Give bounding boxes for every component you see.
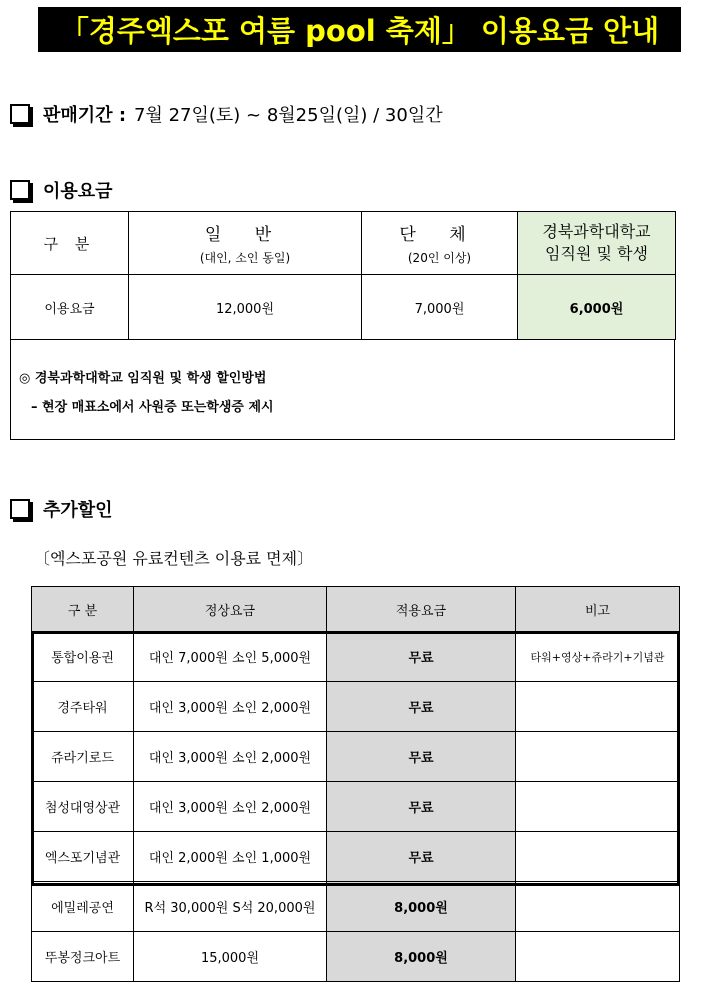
checkbox-icon [10,499,30,519]
row-regular: 대인 7,000원 소인 5,000원 [134,632,327,682]
table-row [32,882,680,932]
row-note [516,782,680,832]
pricing-general-value: 12,000원 [129,275,362,340]
row-applied: 8,000원 [327,882,516,932]
discount-note-title: ◎ 경북과학대학교 임직원 및 학생 할인방법 [19,371,267,386]
row-name: 쥬라기로드 [32,732,134,782]
discount-note-detail: – 현장 매표소에서 사원증 또는학생증 제시 [31,400,274,415]
pricing-title: 이용요금 [43,181,113,202]
row-name: 첨성대영상관 [32,782,134,832]
row-applied: 8,000원 [327,932,516,982]
table-row [32,782,680,832]
page-banner: 「경주엑스포 여름 pool 축제」 이용요금 안내 [38,7,681,52]
row-regular: 대인 3,000원 소인 2,000원 [134,682,327,732]
checkbox-icon [10,180,30,200]
row-note: 타워+영상+쥬라기+기념관 [516,632,680,682]
row-note [516,932,680,982]
row-applied: 무료 [327,682,516,732]
pricing-row-label: 이용요금 [11,275,129,340]
row-name: 경주타워 [32,682,134,732]
discount-subheading: 〔엑스포공원 유료컨텐츠 이용료 면제〕 [34,549,314,568]
pricing-group-value: 7,000원 [362,275,518,340]
row-note [516,732,680,782]
discount-table [31,586,680,982]
pricing-gb-value: 6,000원 [518,275,676,340]
sale-period-label: 판매기간 : [43,105,127,126]
discount-title: 추가할인 [43,500,113,521]
discount-note-box [10,339,675,440]
row-regular: 대인 3,000원 소인 2,000원 [134,732,327,782]
row-regular: 15,000원 [134,932,327,982]
pricing-header-category: 구 분 [11,212,129,275]
pricing-header-general: 일 반 (대인, 소인 동일) [129,212,362,275]
row-applied: 무료 [327,732,516,782]
pricing-header-group: 단 체 (20인 이상) [362,212,518,275]
row-regular: 대인 3,000원 소인 2,000원 [134,782,327,832]
checkbox-icon [10,104,30,124]
row-regular: R석 30,000원 S석 20,000원 [134,882,327,932]
discount-header-regular: 정상요금 [134,587,327,632]
row-name: 에밀레공연 [32,882,134,932]
row-name: 뚜봉정크아트 [32,932,134,982]
row-applied: 무료 [327,632,516,682]
discount-section-heading [10,496,113,522]
discount-header-note: 비고 [516,587,680,632]
table-row [32,682,680,732]
row-note [516,882,680,932]
sale-period-section [10,101,443,127]
row-applied: 무료 [327,782,516,832]
pricing-header-gb: 경북과학대학교 임직원 및 학생 [518,212,676,275]
discount-header-applied: 적용요금 [327,587,516,632]
row-note [516,682,680,732]
table-row [32,732,680,782]
sale-period-value: 7월 27일(토) ~ 8월25일(일) / 30일간 [134,105,443,126]
row-name: 통합이용권 [32,632,134,682]
row-name: 엑스포기념관 [32,832,134,882]
row-applied: 무료 [327,832,516,882]
table-row [32,832,680,882]
row-note [516,832,680,882]
table-row [32,932,680,982]
table-row [32,632,680,682]
pricing-section-heading [10,177,113,203]
pricing-table [10,211,676,340]
discount-header-category: 구 분 [32,587,134,632]
row-regular: 대인 2,000원 소인 1,000원 [134,832,327,882]
